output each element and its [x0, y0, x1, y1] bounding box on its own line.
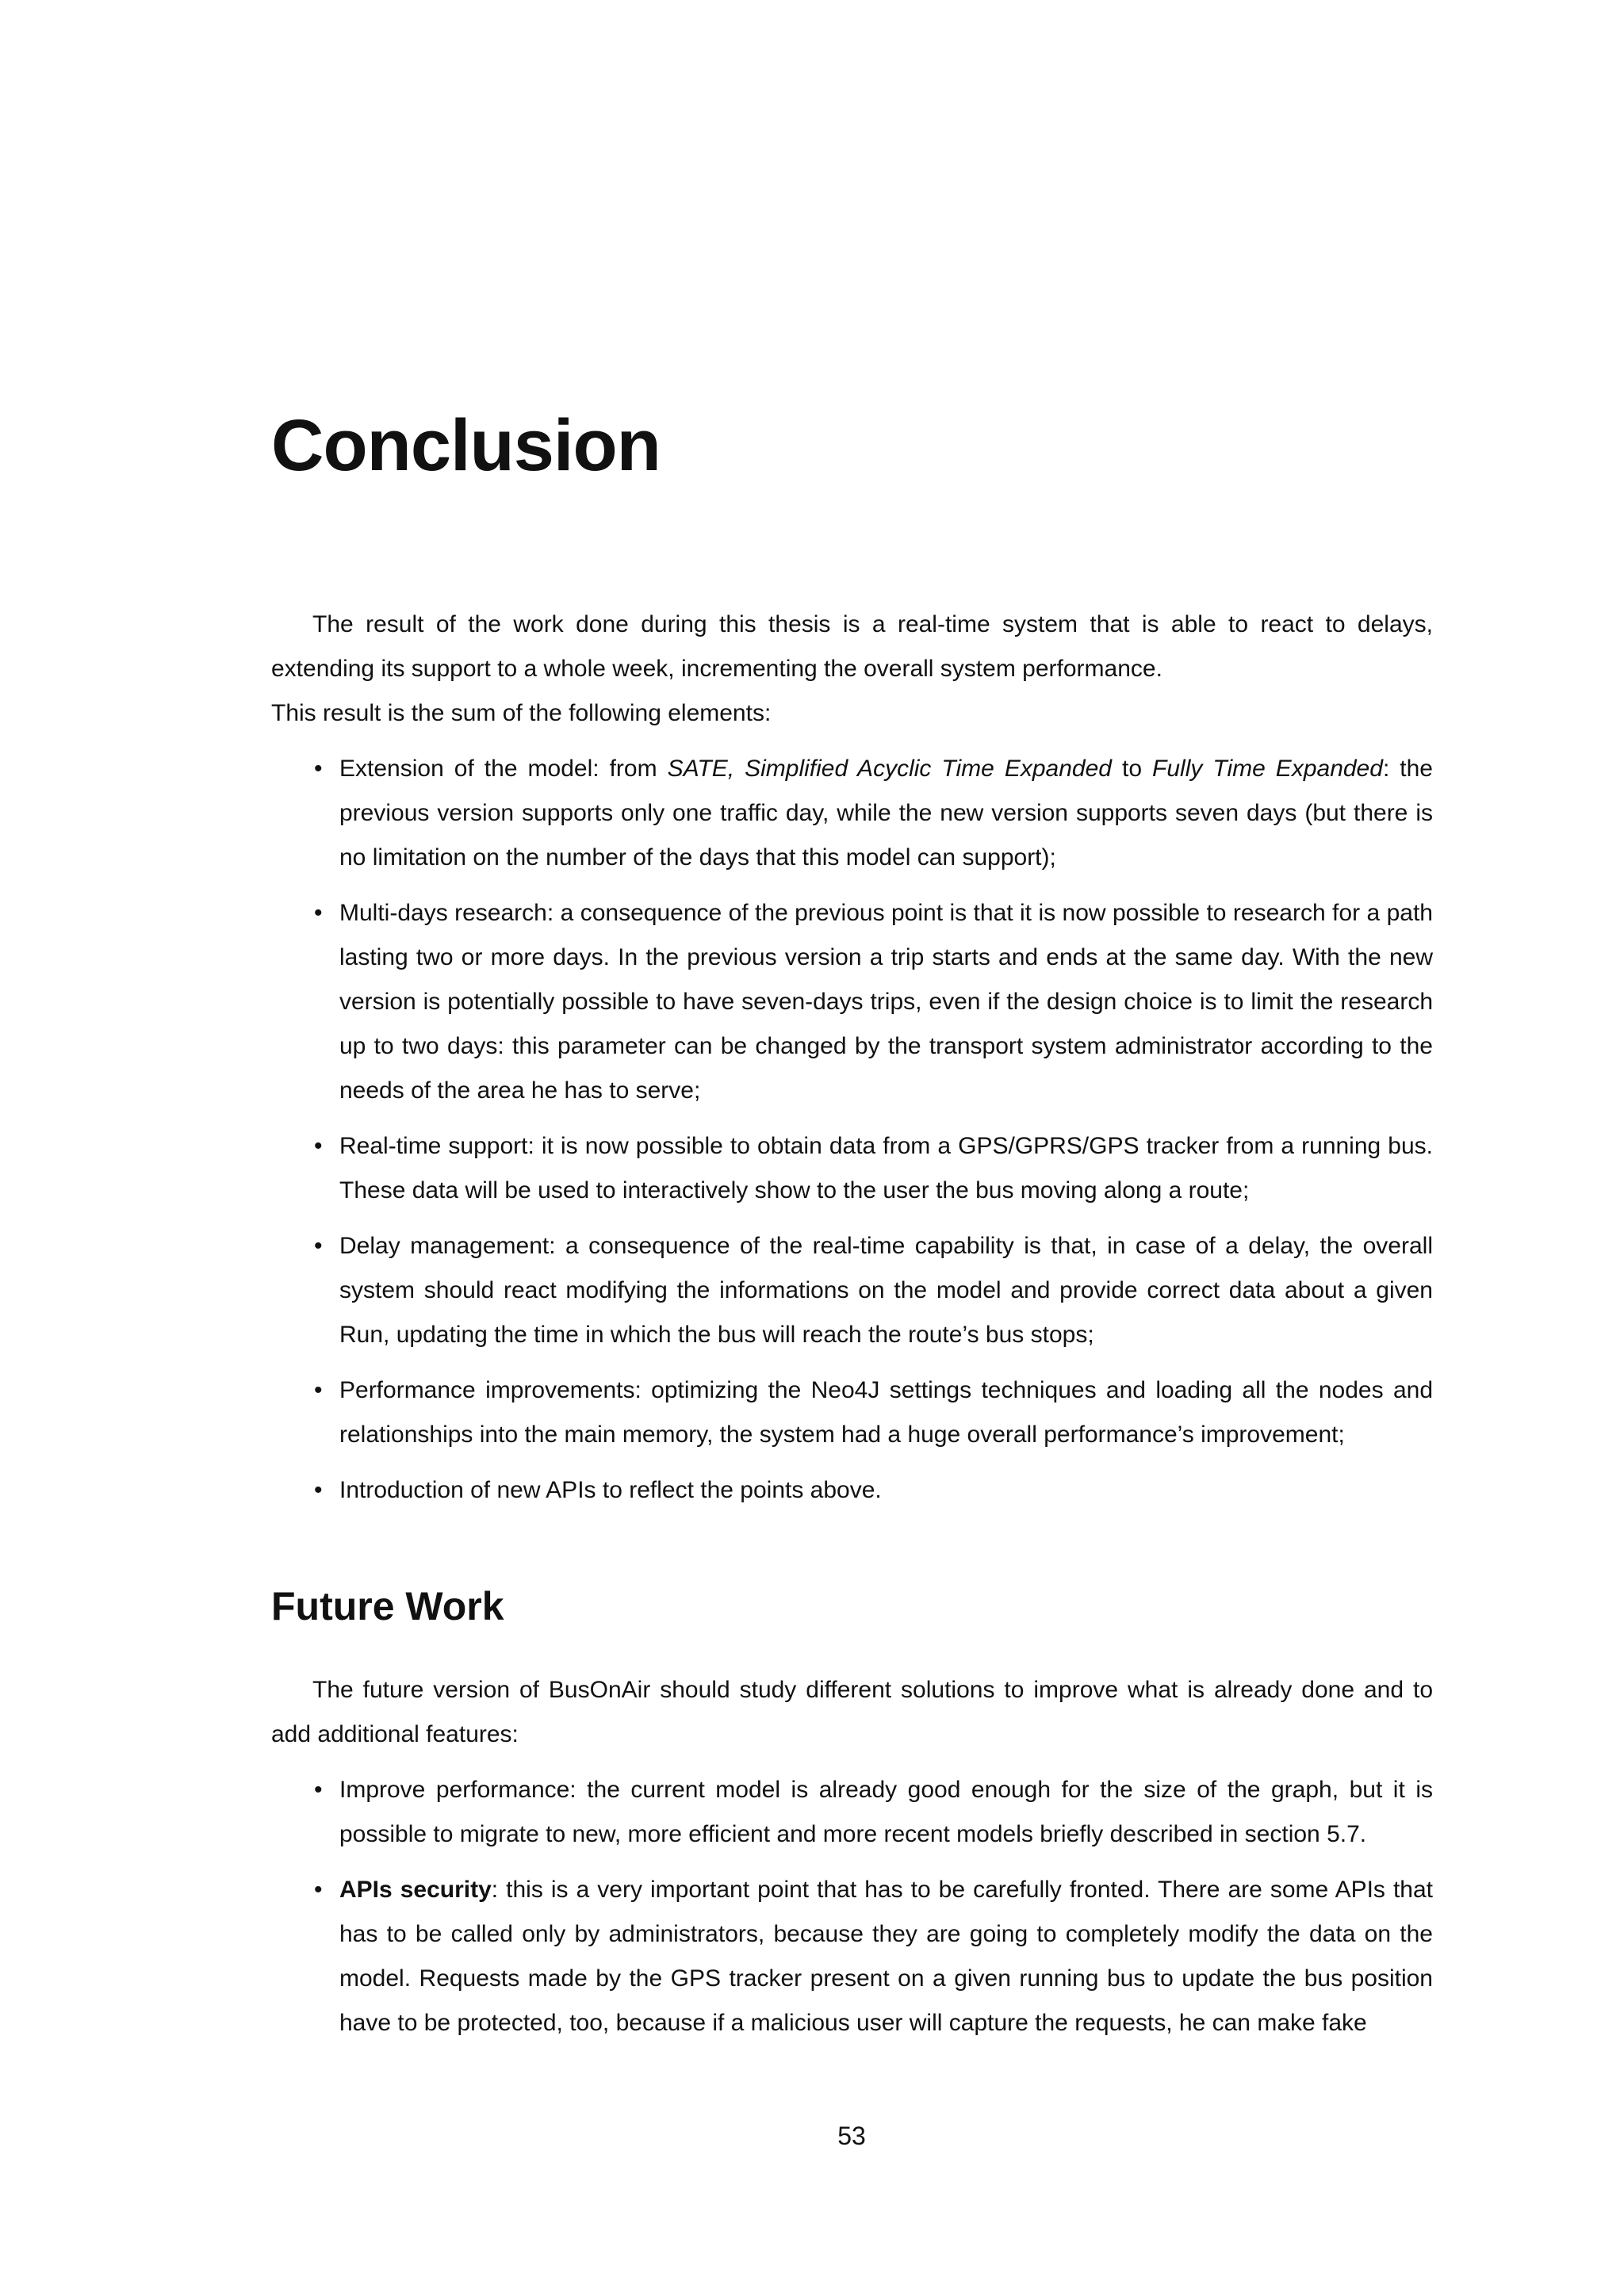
chapter-title: Conclusion	[271, 405, 661, 486]
list-item-emphasis: SATE, Simplified Acyclic Time Expanded	[667, 756, 1112, 782]
conclusion-body	[271, 603, 1433, 1524]
list-item-text: Introduction of new APIs to reflect the points above.	[339, 1477, 882, 1503]
intro-paragraph: The result of the work done during this thesis is a real-time system that is able to react to delays, extending its support to a whole week, incrementing the overall system performance.	[271, 611, 1433, 682]
elements-list	[271, 747, 1433, 1513]
bullet-icon: •	[314, 1477, 323, 1503]
list-item-bold-label: APIs security	[339, 1877, 492, 1903]
list-item	[271, 1224, 1433, 1357]
bullet-icon: •	[314, 1133, 323, 1159]
list-item-text: Improve performance: the current model is already good enough for the size of the graph, but it is possible to migrate to new, more efficient and more recent models briefly described in section 5.7.	[339, 1777, 1433, 1847]
list-item-text: : the previous version supports only one traffic day, while the new version supports seven days (but there is no limitation on the number of the days that this model can support);	[339, 756, 1433, 871]
list-item-text: Multi-days research: a consequence of the previous point is that it is now possible to research for a path lasting two or more days. In the previous version a trip starts and ends at the same day. With the new version is potentially possible to have seven-days trips, even if the design choice is to limit the research up to two days: this parameter can be changed by the transport system administrator according to the needs of the area he has to serve;	[339, 900, 1433, 1104]
list-item	[271, 1868, 1433, 2045]
list-item-text: to	[1111, 756, 1153, 782]
list-item	[271, 891, 1433, 1113]
list-item-text: Delay management: a consequence of the real-time capability is that, in case of a delay, the overall system should react modifying the informations on the model and provide correct data about a given Run, updating the time in which the bus will reach the route’s bus stops;	[339, 1233, 1433, 1348]
bullet-icon: •	[314, 756, 323, 782]
bullet-icon: •	[314, 1777, 323, 1803]
future-work-list	[271, 1768, 1433, 2045]
future-work-paragraph: The future version of BusOnAir should study different solutions to improve what is already done and to add additional features:	[271, 1677, 1433, 1747]
list-item-emphasis: Fully Time Expanded	[1152, 756, 1383, 782]
list-item-text: Performance improvements: optimizing the Neo4J settings techniques and loading all the nodes and relationships into the main memory, the system had a huge overall performance’s improvement;	[339, 1377, 1433, 1448]
future-work-body	[271, 1668, 1433, 2057]
bullet-icon: •	[314, 1877, 323, 1903]
bullet-icon: •	[314, 1233, 323, 1259]
section-title-future-work: Future Work	[271, 1584, 504, 1628]
list-item	[271, 1368, 1433, 1457]
page-number: 53	[837, 2122, 866, 2150]
list-item-text: Real-time support: it is now possible to obtain data from a GPS/GPRS/GPS tracker from a running bus. These data will be used to interactively show to the user the bus moving along a route;	[339, 1133, 1433, 1203]
bullet-icon: •	[314, 900, 323, 926]
bullet-icon: •	[314, 1377, 323, 1403]
list-item	[271, 1468, 1433, 1513]
list-item	[271, 747, 1433, 880]
list-item-text: Extension of the model: from	[339, 756, 668, 782]
intro-sum-line: This result is the sum of the following elements:	[271, 700, 772, 726]
list-item	[271, 1768, 1433, 1857]
list-item	[271, 1124, 1433, 1213]
list-item-text: : this is a very important point that has to be carefully fronted. There are some APIs that has to be called only by administrators, because they are going to completely modify the data on the model. Requests made by the GPS tracker present on a given running bus to update the bus position have to be protected, too, because if a malicious user will capture the requests, he can make fake	[339, 1877, 1434, 2036]
